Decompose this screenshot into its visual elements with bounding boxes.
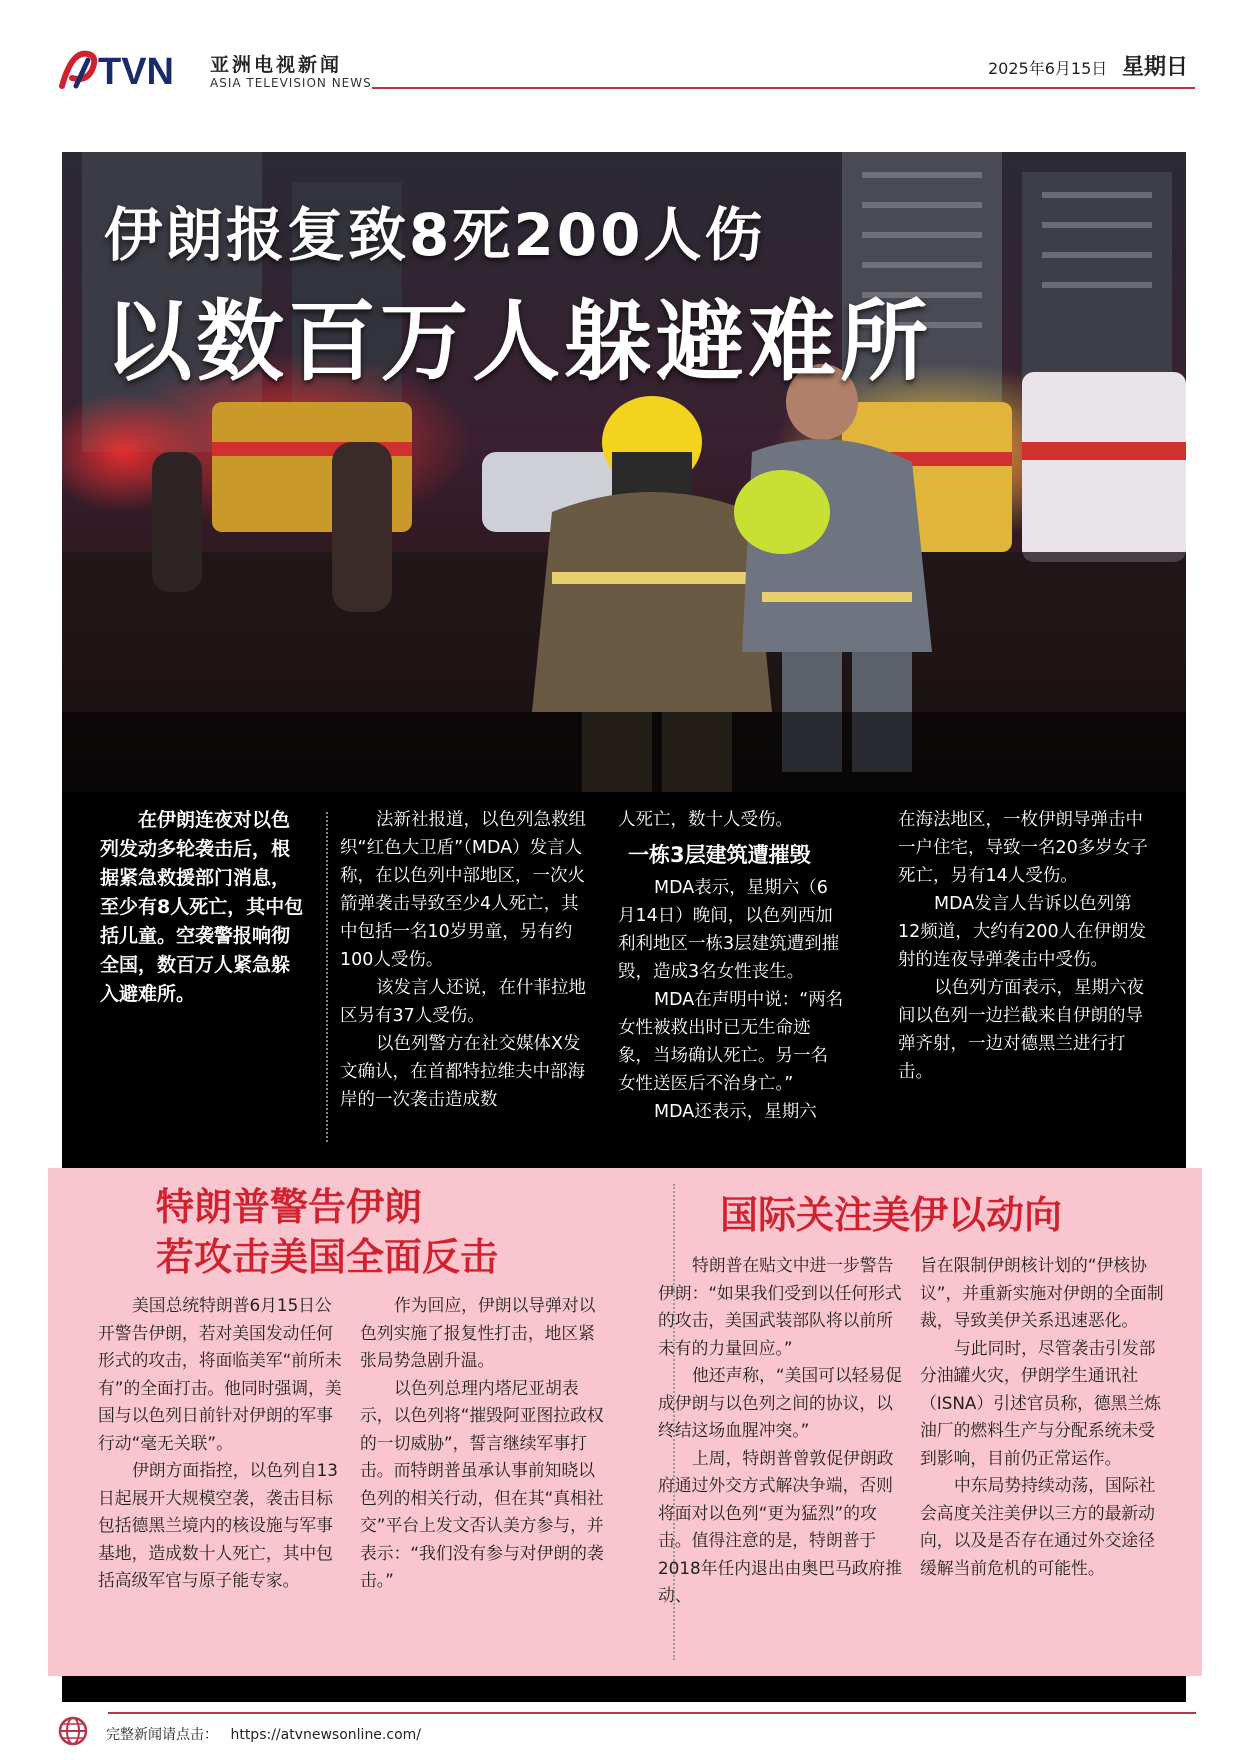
headline-line-2: 以数百万人躲避难所 bbox=[104, 290, 933, 393]
hero-section bbox=[62, 152, 1186, 1170]
footer-divider bbox=[108, 1712, 1196, 1714]
paragraph: 上周，特朗普曾敦促伊朗政府通过外交方式解决争端，否则将面对以色列“更为猛烈”的攻击。值得注意的是，特朗普于2018年任内退出由奥巴马政府推动、 bbox=[658, 1447, 903, 1605]
hero-column-2 bbox=[618, 806, 844, 1126]
secondary-stories-box bbox=[48, 1168, 1202, 1676]
issue-weekday: 星期日 bbox=[1122, 55, 1189, 80]
paragraph: 以色列总理内塔尼亚胡表示，以色列将“摧毁阿亚图拉政权的一切威胁”，誓言继续军事打击。而特朗普虽承认事前知晓以色列的相关行动，但在其“真相社交”平台上发文否认美方参与，并表示：“我们没有参与对伊朗的袭击。” bbox=[360, 1377, 604, 1590]
paragraph: 人死亡，数十人受伤。 bbox=[618, 810, 793, 830]
paragraph: MDA还表示，星期六 bbox=[654, 1102, 817, 1122]
paragraph: MDA发言人告诉以色列第12频道，大约有200人在伊朗发射的连夜导弹袭击中受伤。 bbox=[898, 894, 1147, 970]
lead-paragraph: 在伊朗连夜对以色列发动多轮袭击后，根据紧急救援部门消息，至少有8人死亡，其中包括儿童。空袭警报响彻全国，数百万人紧急躲入避难所。 bbox=[100, 809, 304, 1005]
right-story-column-a bbox=[658, 1252, 904, 1610]
paragraph: 他还声称，“美国可以轻易促成伊朗与以色列之间的协议，以终结这场血腥冲突。” bbox=[658, 1365, 903, 1440]
hero-column-1 bbox=[340, 806, 588, 1114]
paragraph: 中东局势持续动荡，国际社会高度关注美伊以三方的最新动向，以及是否存在通过外交途径缓解当前危机的可能性。 bbox=[920, 1475, 1156, 1578]
paragraph: 美国总统特朗普6月15日公开警告伊朗，若对美国发动任何形式的攻击，将面临美军“前所未有”的全面打击。他同时强调，美国与以色列日前针对伊朗的军事行动“毫无关联”。 bbox=[98, 1295, 342, 1453]
svg-text:TVN: TVN bbox=[98, 51, 174, 92]
paragraph: MDA在声明中说：“两名女性被救出时已无生命迹象，当场确认死亡。另一名女性送医后不治身亡。” bbox=[618, 990, 844, 1094]
brand-name-english: ASIA TELEVISION NEWS bbox=[210, 76, 372, 90]
bottom-bar bbox=[62, 1676, 1186, 1702]
left-story-column-b bbox=[360, 1292, 606, 1595]
globe-icon bbox=[58, 1716, 88, 1746]
paragraph: 作为回应，伊朗以导弹对以色列实施了报复性打击，地区紧张局势急剧升温。 bbox=[360, 1295, 596, 1370]
right-story-column-b bbox=[920, 1252, 1166, 1582]
subheading: 一栋3层建筑遭摧毁 bbox=[628, 843, 811, 867]
right-story-title: 国际关注美伊以动向 bbox=[720, 1193, 1063, 1237]
paragraph: 以色列方面表示，星期六夜间以色列一边拦截来自伊朗的导弹齐射，一边对德黑兰进行打击。 bbox=[898, 978, 1144, 1082]
paragraph: 在海法地区，一枚伊朗导弹击中一户住宅，导致一名20多岁女子死亡，另有14人受伤。 bbox=[898, 810, 1148, 886]
paragraph: 伊朗方面指控，以色列自13日起展开大规模空袭，袭击目标包括德黑兰境内的核设施与军事基地，造成数十人死亡，其中包括高级军官与原子能专家。 bbox=[98, 1460, 338, 1590]
left-story-title-line-1: 特朗普警告伊朗 bbox=[156, 1185, 423, 1229]
paragraph: 以色列警方在社交媒体X发文确认，在首都特拉维夫中部海岸的一次袭击造成数 bbox=[340, 1034, 585, 1110]
hero-column-3 bbox=[898, 806, 1150, 1086]
brand-name-chinese: 亚洲电视新闻 bbox=[210, 54, 343, 76]
header-divider bbox=[372, 87, 1195, 89]
left-story-title-line-2: 若攻击美国全面反击 bbox=[156, 1235, 499, 1279]
paragraph: 旨在限制伊朗核计划的“伊核协议”，并重新实施对伊朗的全面制裁，导致美伊关系迅速恶化。 bbox=[920, 1255, 1164, 1330]
paragraph: 该发言人还说，在什菲拉地区另有37人受伤。 bbox=[340, 978, 586, 1026]
footer-url-link[interactable]: https://atvnewsonline.com/ bbox=[230, 1727, 421, 1743]
headline-line-1: 伊朗报复致8死200人伤 bbox=[104, 201, 766, 269]
left-story-column-a bbox=[98, 1292, 344, 1595]
paragraph: 与此同时，尽管袭击引发部分油罐火灾，伊朗学生通讯社（ISNA）引述官员称，德黑兰炼油厂的燃料生产与分配系统未受到影响，目前仍正常运作。 bbox=[920, 1337, 1162, 1468]
paragraph: 特朗普在贴文中进一步警告伊朗：“如果我们受到以任何形式的攻击，美国武装部队将以前所未有的力量回应。” bbox=[658, 1255, 902, 1358]
footer-link-row bbox=[106, 1724, 429, 1744]
paragraph: MDA表示，星期六（6月14日）晚间，以色列西加利利地区一栋3层建筑遭到摧毁，造成3名女性丧生。 bbox=[618, 878, 840, 982]
issue-date: 2025年6月15日 bbox=[988, 59, 1108, 78]
footer-label: 完整新闻请点击： bbox=[106, 1727, 218, 1743]
paragraph: 法新社报道，以色列急救组织“红色大卫盾”（MDA）发言人称，在以色列中部地区，一次火箭弹袭击导致至少4人死亡，其中包括一名10岁男童，另有约100人受伤。 bbox=[340, 810, 586, 970]
column-divider bbox=[326, 812, 328, 1142]
atvn-logo bbox=[58, 46, 194, 92]
